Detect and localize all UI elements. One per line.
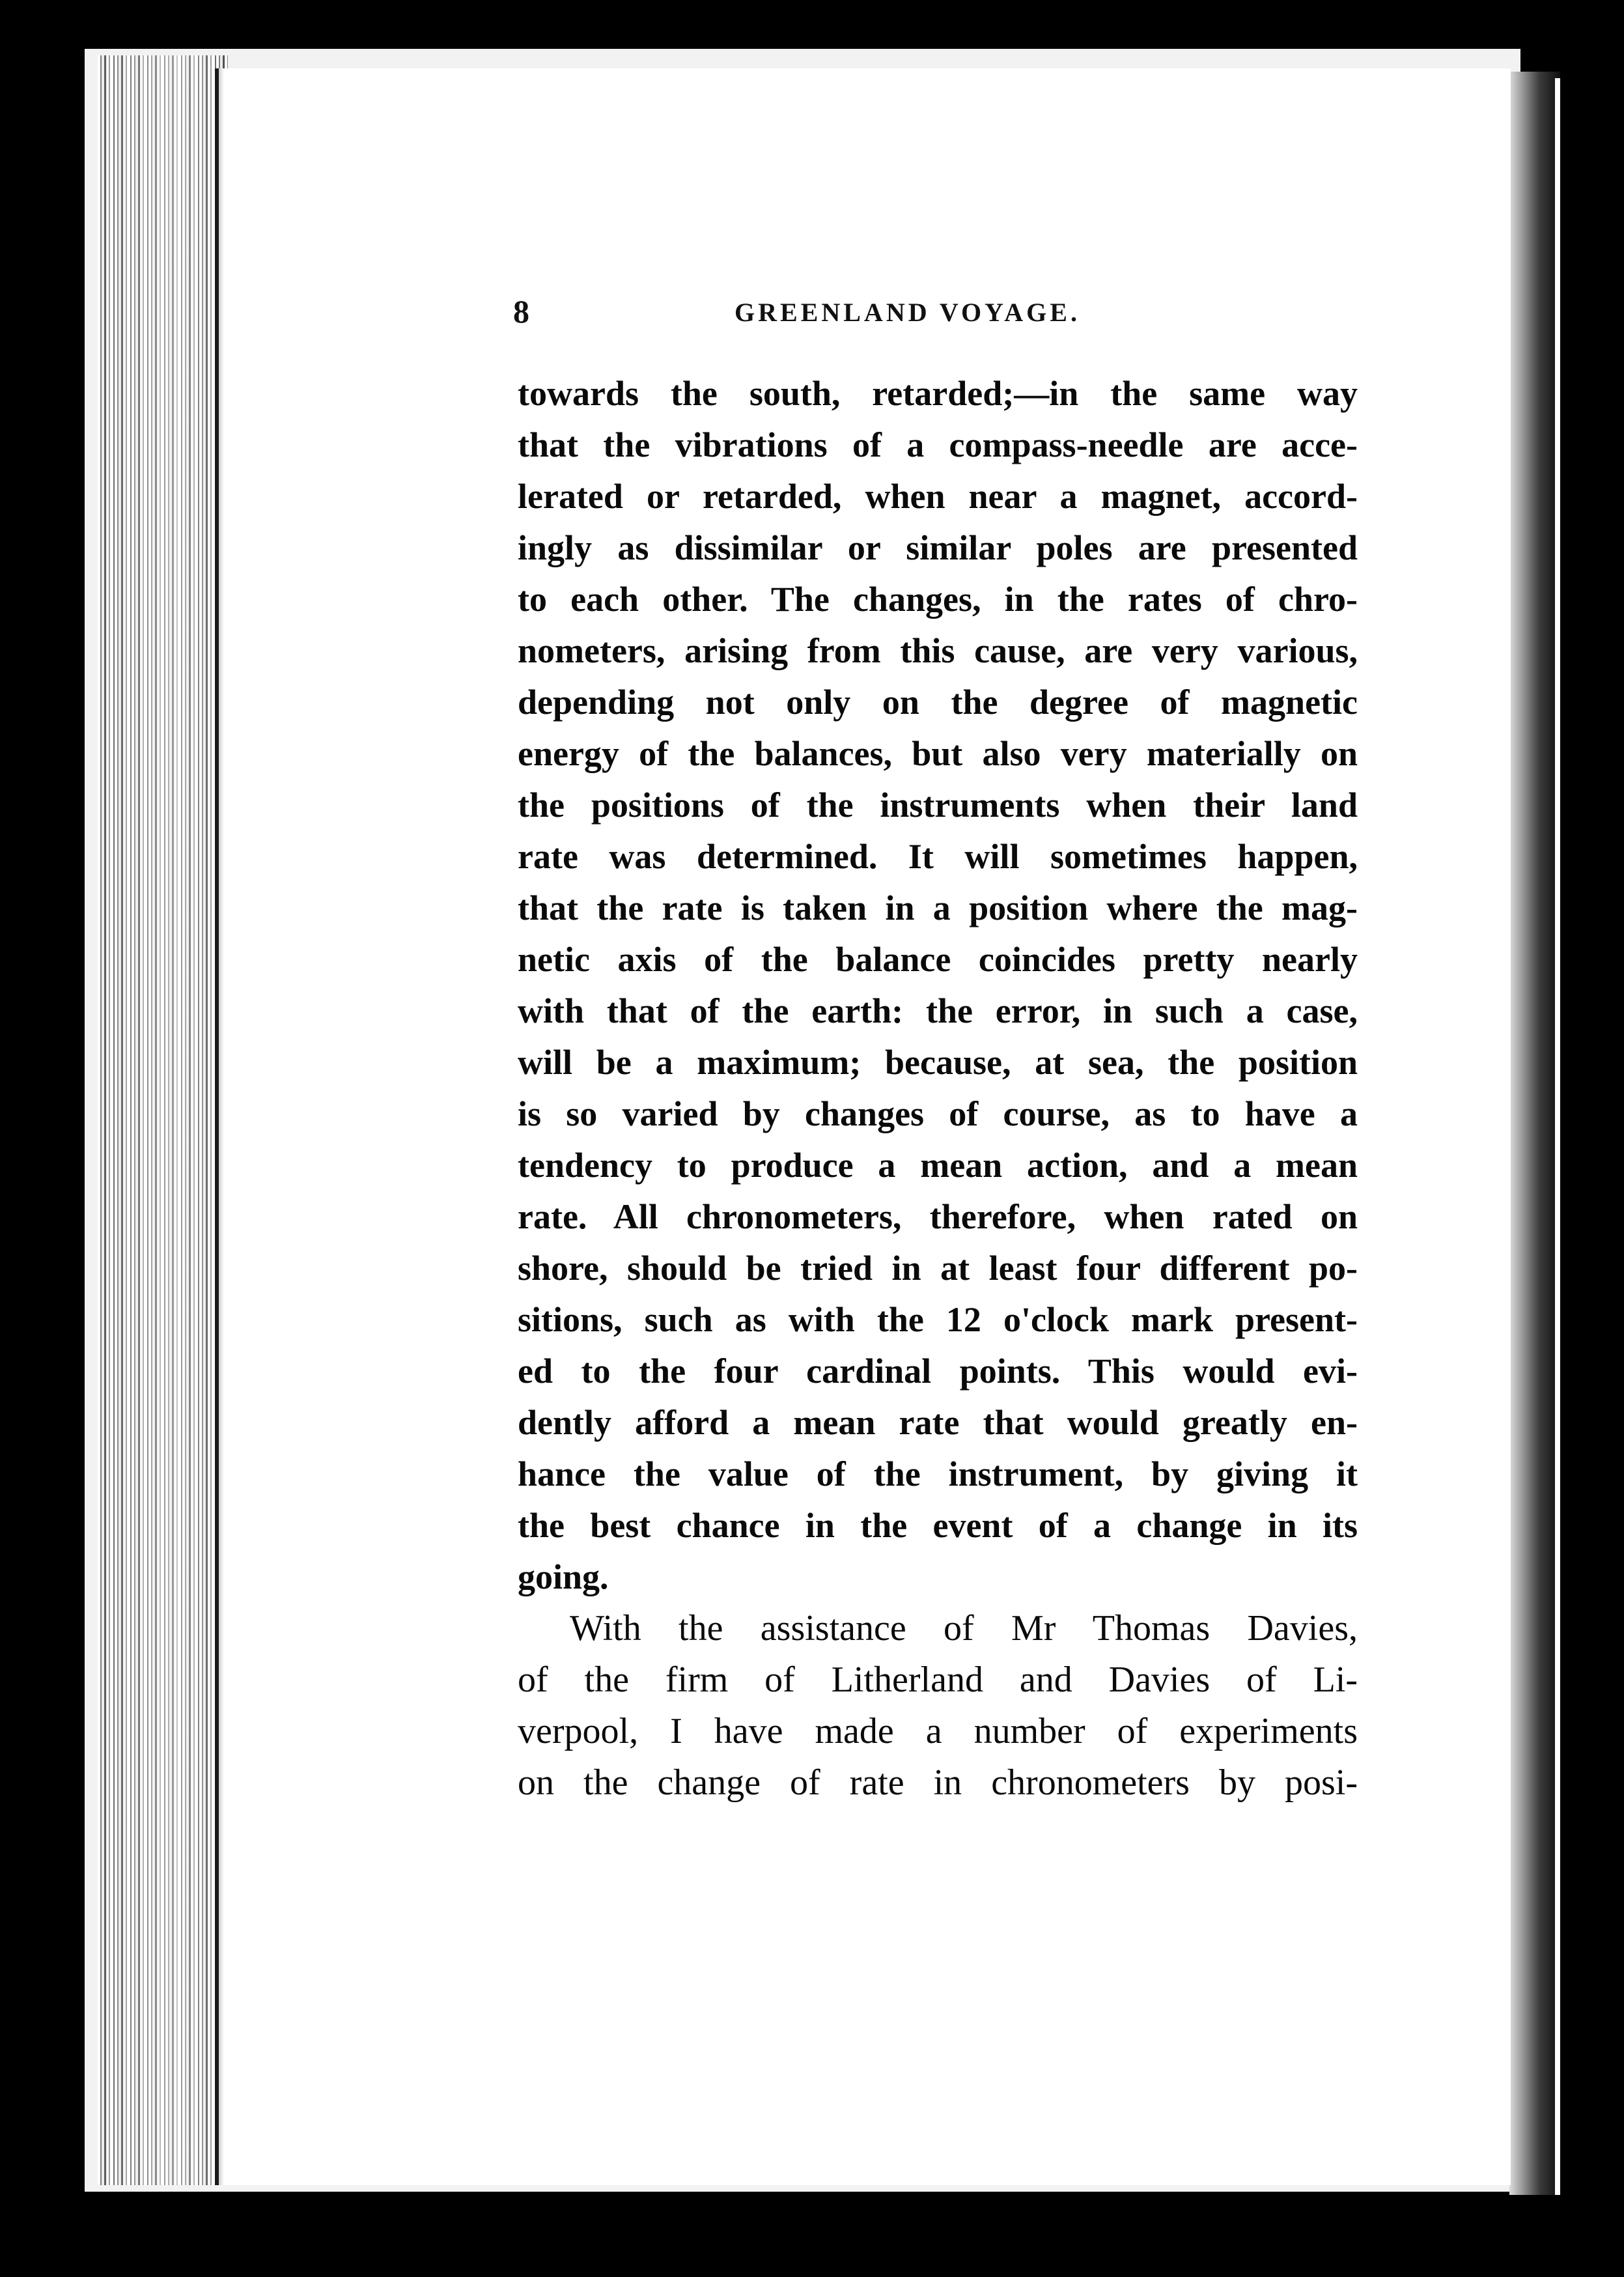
text-line: sitions, such as with the 12 o'clock mark present- bbox=[518, 1300, 1358, 1339]
right-page-gutter bbox=[1509, 72, 1560, 2195]
page-header bbox=[513, 292, 1360, 331]
text-line: tendency to produce a mean action, and a mean bbox=[518, 1146, 1358, 1185]
text-line: With the assistance of Mr Thomas Davies, bbox=[570, 1608, 1358, 1648]
text-line: energy of the balances, but also very materially on bbox=[518, 734, 1358, 773]
text-line: shore, should be tried in at least four different po- bbox=[518, 1249, 1358, 1288]
text-line: rate was determined. It will sometimes happen, bbox=[518, 837, 1358, 876]
text-line: is so varied by changes of course, as to have a bbox=[518, 1094, 1358, 1133]
text-line: netic axis of the balance coincides pretty nearly bbox=[518, 940, 1358, 979]
text-line: that the rate is taken in a position where the mag- bbox=[518, 888, 1358, 927]
text-line: rate. All chronometers, therefore, when rated on bbox=[518, 1197, 1358, 1236]
text-line: dently afford a mean rate that would greatly en- bbox=[518, 1403, 1358, 1442]
text-line: of the firm of Litherland and Davies of Li- bbox=[518, 1660, 1358, 1700]
text-line: the best chance in the event of a change in its bbox=[518, 1506, 1358, 1545]
text-line: ingly as dissimilar or similar poles are presented bbox=[518, 528, 1358, 567]
text-line: depending not only on the degree of magnetic bbox=[518, 683, 1358, 722]
text-line: hance the value of the instrument, by giving it bbox=[518, 1454, 1358, 1493]
page-fold-shadow bbox=[219, 68, 224, 2185]
text-line: towards the south, retarded;—in the same way bbox=[518, 374, 1358, 413]
text-line: will be a maximum; because, at sea, the position bbox=[518, 1043, 1358, 1082]
text-line: verpool, I have made a number of experiments bbox=[518, 1711, 1358, 1751]
body-text bbox=[518, 368, 1358, 1809]
running-head: GREENLAND VOYAGE. bbox=[735, 298, 1080, 327]
text-line: the positions of the instruments when their land bbox=[518, 785, 1358, 825]
text-line: on the change of rate in chronometers by posi- bbox=[518, 1762, 1358, 1803]
text-line: with that of the earth: the error, in such a case, bbox=[518, 991, 1358, 1030]
text-line: lerated or retarded, when near a magnet, accord- bbox=[518, 477, 1358, 516]
text-line: ed to the four cardinal points. This would evi- bbox=[518, 1351, 1358, 1391]
text-line: that the vibrations of a compass-needle are acce- bbox=[518, 425, 1358, 464]
text-line: to each other. The changes, in the rates of chro- bbox=[518, 580, 1358, 619]
text-line: going. bbox=[518, 1557, 609, 1596]
left-page-edges-shading bbox=[98, 55, 228, 2185]
page-number: 8 bbox=[513, 293, 529, 330]
text-line: nometers, arising from this cause, are very various, bbox=[518, 631, 1358, 670]
right-page-edge-line bbox=[1555, 78, 1560, 2195]
